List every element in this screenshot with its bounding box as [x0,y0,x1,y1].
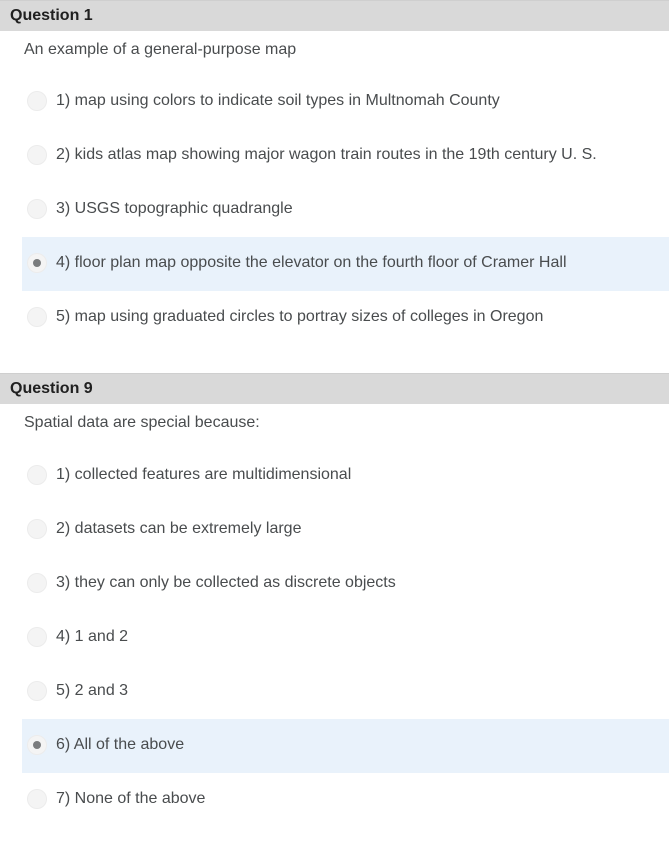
radio-button[interactable] [27,627,47,647]
q9-option-2[interactable] [22,503,669,557]
option-label: 4) floor plan map opposite the elevator on the fourth floor of Cramer Hall [56,254,567,271]
q9-option-5[interactable] [22,665,669,719]
question-9-prompt: Spatial data are special because: [24,414,260,431]
radio-button[interactable] [27,681,47,701]
option-label: 2) datasets can be extremely large [56,520,302,537]
option-label: 5) 2 and 3 [56,682,129,699]
question-1-title: Question 1 [10,7,93,24]
radio-button-selected[interactable] [27,253,47,273]
option-label: 3) they can only be collected as discrete objects [56,574,396,591]
question-1-prompt: An example of a general-purpose map [24,41,297,58]
radio-button[interactable] [27,307,47,327]
option-label: 3) USGS topographic quadrangle [56,200,293,217]
radio-button[interactable] [27,465,47,485]
question-1-header [0,0,669,31]
question-9 [0,373,669,433]
option-label: 2) kids atlas map showing major wagon train routes in the 19th century U. S. [56,146,597,163]
q9-option-6[interactable] [22,719,669,773]
q1-option-2[interactable] [22,129,669,183]
radio-button[interactable] [27,145,47,165]
q1-option-4[interactable] [22,237,669,291]
q9-option-7[interactable] [22,773,669,827]
option-label: 4) 1 and 2 [56,628,129,645]
q1-option-5[interactable] [22,291,669,345]
radio-button[interactable] [27,573,47,593]
radio-button[interactable] [27,91,47,111]
q9-option-3[interactable] [22,557,669,611]
radio-button[interactable] [27,519,47,539]
option-label: 7) None of the above [56,790,206,807]
question-9-header [0,373,669,404]
option-label: 6) All of the above [56,736,185,753]
question-9-title: Question 9 [10,380,93,397]
q1-option-1[interactable] [22,75,669,129]
radio-button[interactable] [27,199,47,219]
q1-option-3[interactable] [22,183,669,237]
radio-button[interactable] [27,789,47,809]
option-label: 1) collected features are multidimensional [56,466,352,483]
question-1 [0,0,669,60]
radio-dot-icon [33,259,41,267]
option-label: 5) map using graduated circles to portray sizes of colleges in Oregon [56,308,544,325]
radio-button-selected[interactable] [27,735,47,755]
q9-option-1[interactable] [22,449,669,503]
option-label: 1) map using colors to indicate soil types in Multnomah County [56,92,500,109]
q9-option-4[interactable] [22,611,669,665]
radio-dot-icon [33,741,41,749]
